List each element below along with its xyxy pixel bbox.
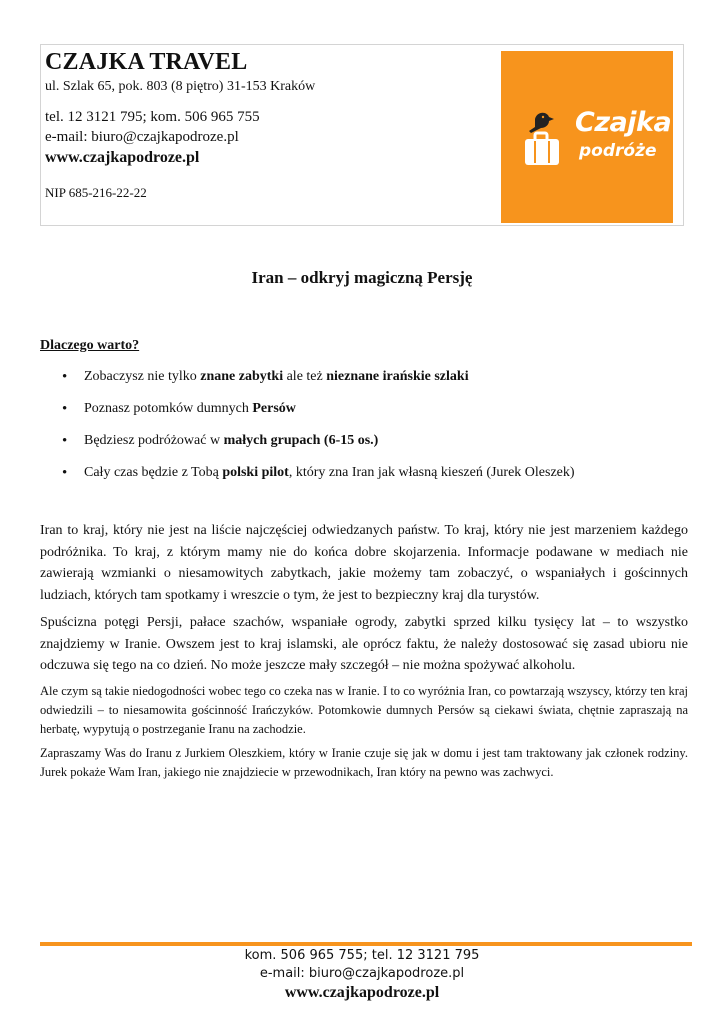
logo-subtext: podróże [579, 141, 657, 161]
suitcase-icon [521, 109, 573, 167]
list-item: • Będziesz podróżować w małych grupach (6-15 os.) [62, 432, 682, 464]
list-item: • Cały czas będzie z Tobą polski pilot, który zna Iran jak własną kieszeń (Jurek Oleszek) [62, 464, 682, 496]
logo-text: Czajka [575, 107, 672, 138]
company-address: ul. Szlak 65, pok. 803 (8 piętro) 31-153 Kraków [45, 79, 316, 94]
footer-phone: kom. 506 965 755; tel. 12 3121 795 [244, 948, 480, 963]
company-nip: NIP 685-216-22-22 [45, 185, 147, 200]
footer-divider [40, 942, 692, 946]
footer-website: www.czajkapodroze.pl [284, 984, 440, 1001]
paragraph-invitation: Zapraszamy Was do Iranu z Jurkiem Oleszkiem, który w Iranie czuje się jak w domu i jest tam traktowany jak członek rodziny. Jurek pokaże Wam Iran, jakiego nie znajdziecie w przewodnikach, Iran który na pewno was zachwyci. [40, 746, 688, 779]
company-name: CZAJKA TRAVEL [45, 49, 248, 75]
bird-icon [529, 113, 554, 133]
list-item: • Zobaczysz nie tylko znane zabytki ale też nieznane irańskie szlaki [62, 368, 682, 400]
paragraph-intro: Iran to kraj, który nie jest na liście najczęściej odwiedzanych państw. To kraj, który nie jest marzeniem każdego podróżnika. To kraj, z którym mamy nie do końca dobre skojarzenia. Informacje podawane w mediach nie zawierają wzmianki o niesamowitych zabytkach, jakie możemy tam zobaczyć, o wspaniałych i gościnnych ludziach, których tam spotkamy i wreszcie o tym, że jest to bezpieczny kraj dla turystów. [40, 523, 688, 603]
why-heading: Dlaczego warto? [40, 338, 140, 353]
list-item: • Poznasz potomków dumnych Persów [62, 400, 682, 432]
company-website: www.czajkapodroze.pl [45, 149, 200, 166]
paragraph-hospitality: Ale czym są takie niedogodności wobec tego co czeka nas w Iranie. I to co wyróżnia Iran, co powtarzają wszyscy, którzy ten kraj odwiedzili – to niesamowita gościnność Irańczyków. Potomkowie dumnych Persów są ciekawi świata, chętnie zapraszają na herbatę, wypytują o postrzeganie Iranu na zachodzie. [40, 684, 688, 736]
paragraph-heritage: Spuścizna potęgi Persji, pałace szachów, wspaniałe ogrody, zabytki sprzed kilku tysięcy lat – to wszystko znajdziemy w Iranie. Owszem jest to kraj islamski, ale oprócz faktu, że należy dostosować się zasad ubioru nie odczuwa się tego na co dzień. No może jeszcze mały szczegół – nie można spożywać alkoholu. [40, 615, 688, 673]
footer-email: e-mail: biuro@czajkapodroze.pl [259, 966, 465, 981]
reasons-list [62, 368, 682, 496]
company-email: e-mail: biuro@czajkapodroze.pl [45, 129, 239, 145]
document-title: Iran – odkryj magiczną Persję [251, 268, 473, 287]
company-phone: tel. 12 3121 795; kom. 506 965 755 [45, 109, 260, 125]
letterhead [40, 44, 684, 226]
company-logo [501, 51, 673, 223]
